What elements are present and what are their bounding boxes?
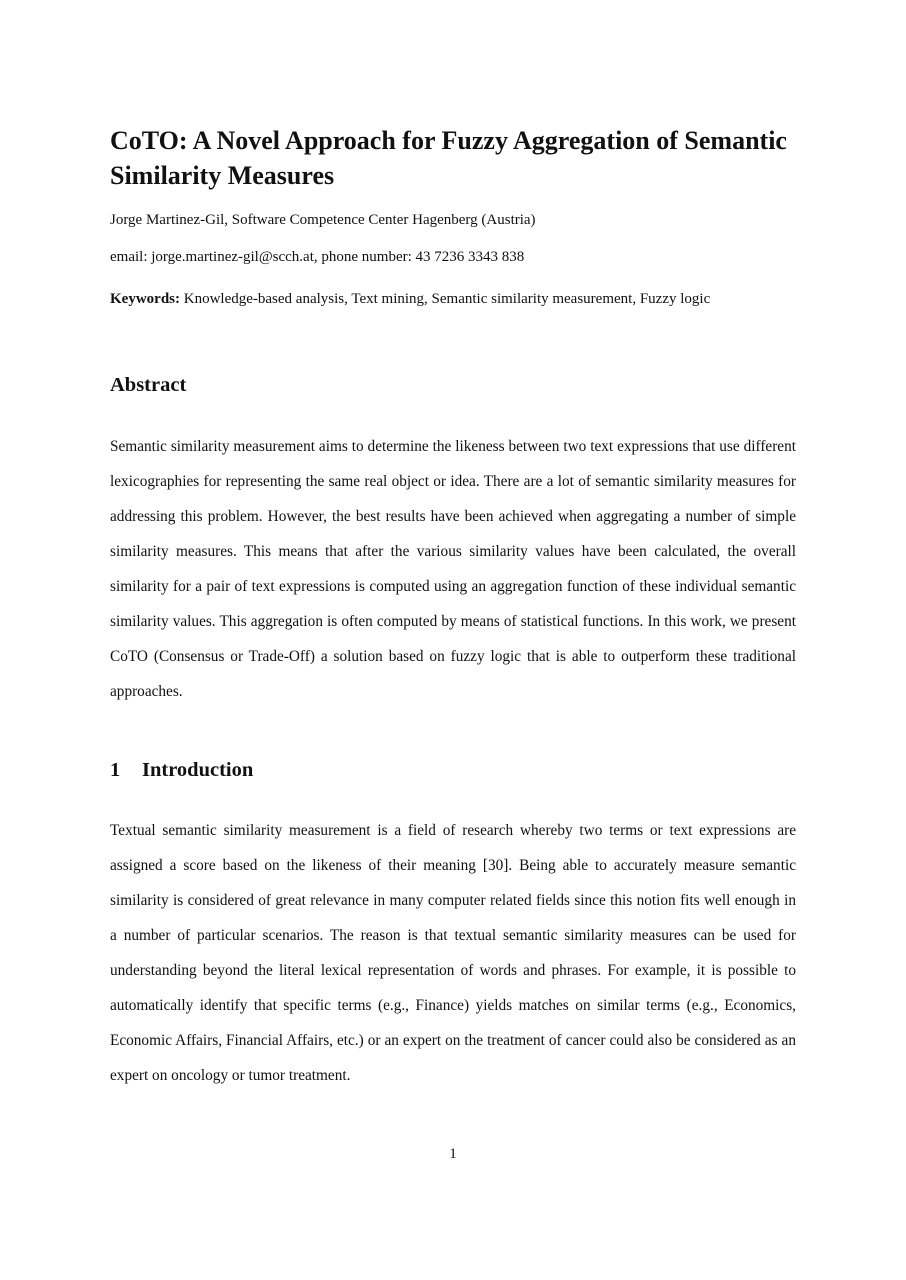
keywords-line [110,289,796,309]
abstract-paragraph: Semantic similarity measurement aims to determine the likeness between two text expressions that use different lexicographies for representing the same real object or idea. There are a lot of semantic similarity measures for addressing this problem. However, the best results have been achieved when aggregating a number of simple similarity measures. This means that after the various similarity values have been calculated, the overall similarity for a pair of text expressions is computed using an aggregation function of these individual semantic similarity values. This aggregation is often computed by means of statistical functions. In this work, we present CoTO (Consensus or Trade-Off) a solution based on fuzzy logic that is able to outperform these traditional approaches. [110,438,796,700]
introduction-paragraph: Textual semantic similarity measurement is a field of research whereby two terms or text expressions are assigned a score based on the likeness of their meaning [30]. Being able to accurately measure semantic similarity is considered of great relevance in many computer related fields since this notion fits well enough in a number of particular scenarios. The reason is that textual semantic similarity measures can be used for understanding beyond the literal lexical representation of words and phrases. For example, it is possible to automatically identify that specific terms (e.g., Finance) yields matches on similar terms (e.g., Economics, Economic Affairs, Financial Affairs, etc.) or an expert on the treatment of cancer could also be considered as an expert on oncology or tumor treatment. [110,822,796,1084]
keywords-list: Knowledge-based analysis, Text mining, Semantic similarity measurement, Fuzzy logic [180,291,711,307]
abstract-heading: Abstract [110,374,187,396]
section-heading-introduction [110,757,796,783]
section-title: Introduction [142,759,254,781]
paper-title: CoTO: A Novel Approach for Fuzzy Aggregation of Semantic Similarity Measures [110,126,787,190]
section-number: 1 [110,759,121,781]
contact-info: email: jorge.martinez-gil@scch.at, phone number: 43 7236 3343 838 [110,249,525,265]
keywords-label: Keywords: [110,291,180,307]
author-affiliation: Jorge Martinez-Gil, Software Competence Center Hagenberg (Austria) [110,212,536,228]
page-number: 1 [449,1146,457,1162]
